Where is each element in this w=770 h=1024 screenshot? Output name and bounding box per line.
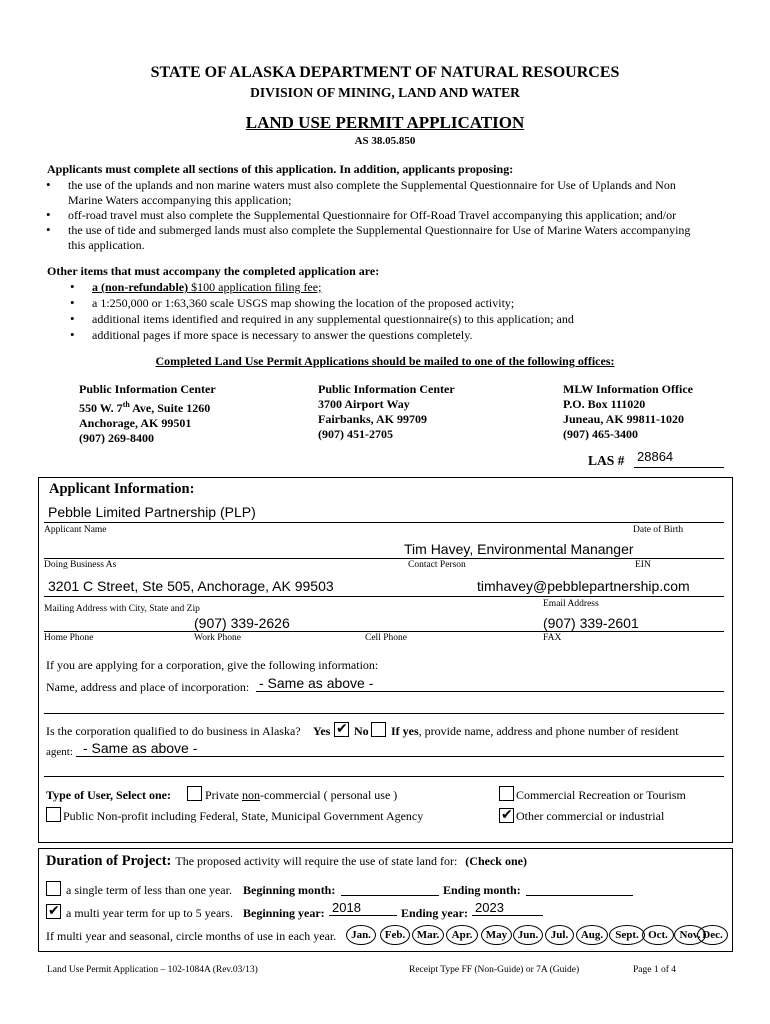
applicant-name-label: Applicant Name: [44, 525, 107, 535]
office-street: 550 W. 7th Ave, Suite 1260: [79, 400, 211, 415]
rule: [44, 522, 724, 523]
rule: [44, 596, 724, 597]
fax-label: FAX: [543, 633, 562, 643]
cell-phone-label: Cell Phone: [365, 633, 407, 643]
end-month-field[interactable]: [526, 895, 633, 896]
email-field[interactable]: timhavey@pebblepartnership.com: [477, 578, 690, 594]
fax-field[interactable]: (907) 339-2601: [543, 615, 639, 631]
office-street: P.O. Box 111020: [563, 397, 646, 411]
begin-year-label: Beginning year:: [243, 906, 325, 920]
office-street: 3700 Airport Way: [318, 397, 410, 411]
contact-person-label: Contact Person: [408, 560, 466, 570]
duration-subtitle: The proposed activity will require the use of state land for:: [175, 854, 458, 868]
office-phone: (907) 451-2705: [318, 427, 393, 441]
office-phone: (907) 269-8400: [79, 431, 154, 445]
bullet-icon: •: [46, 222, 51, 237]
office-city: Anchorage, AK 99501: [79, 416, 192, 430]
intro-bullet-3-cont: this application.: [68, 238, 145, 252]
intro-bullet-1: the use of the uplands and non marine waters must also complete the Supplemental Questionnaire for Use of Uplands and Non: [68, 178, 676, 192]
yes-label: Yes: [313, 724, 331, 738]
intro-heading: Applicants must complete all sections of this application. In addition, applicants proposing:: [47, 162, 514, 176]
rule: [44, 713, 724, 714]
office-name: Public Information Center: [79, 382, 216, 396]
month-jan[interactable]: Jan.: [346, 925, 376, 945]
agent-field[interactable]: - Same as above -: [83, 740, 198, 756]
commercial-rec-checkbox[interactable]: [499, 786, 514, 801]
division-title: DIVISION OF MINING, LAND AND WATER: [250, 85, 520, 100]
private-checkbox[interactable]: [187, 786, 202, 801]
email-label: Email Address: [543, 599, 599, 609]
bullet-icon: •: [70, 327, 75, 342]
mail-notice: Completed Land Use Permit Applications should be mailed to one of the following offices:: [155, 354, 615, 368]
begin-year-field[interactable]: 2018: [332, 900, 361, 915]
office-juneau: [563, 382, 693, 442]
checkmark-icon: ✔: [501, 807, 513, 823]
rule: [472, 915, 543, 916]
corp-name-label: Name, address and place of incorporation:: [46, 680, 250, 694]
office-name: MLW Information Office: [563, 382, 693, 396]
rule: [44, 776, 724, 777]
bullet-icon: •: [70, 311, 75, 326]
footer-form-id: Land Use Permit Application – 102-1084A (Rev.03/13): [47, 965, 258, 975]
ein-label: EIN: [635, 560, 651, 570]
no-checkbox[interactable]: [371, 722, 386, 737]
home-phone-label: Home Phone: [44, 633, 94, 643]
office-city: Fairbanks, AK 99709: [318, 412, 428, 426]
public-nonprofit-label: Public Non-profit including Federal, State, Municipal Government Agency: [63, 809, 424, 823]
corp-name-field[interactable]: - Same as above -: [259, 675, 374, 691]
seasonal-label: If multi year and seasonal, circle months of use in each year.: [46, 929, 337, 943]
begin-month-label: Beginning month:: [243, 883, 336, 897]
additional-pages-item: additional pages if more space is necessary to answer the questions completely.: [92, 328, 473, 342]
bullet-icon: •: [70, 279, 75, 294]
rule: [44, 558, 724, 559]
begin-month-field[interactable]: [341, 895, 439, 896]
multi-year-checkbox[interactable]: [46, 904, 61, 919]
duration-heading: [46, 852, 527, 870]
rule: [256, 691, 724, 692]
month-aug[interactable]: Aug.: [576, 925, 608, 945]
yes-checkbox[interactable]: [334, 722, 349, 737]
office-city: Juneau, AK 99811-1020: [563, 412, 685, 426]
agency-title: STATE OF ALASKA DEPARTMENT OF NATURAL RESOURCES: [150, 64, 620, 81]
dob-label: Date of Birth: [633, 525, 684, 535]
commercial-rec-label: Commercial Recreation or Tourism: [516, 788, 686, 802]
qualified-question: Is the corporation qualified to do business in Alaska?: [46, 724, 301, 738]
user-type-label: Type of User, Select one:: [46, 788, 171, 802]
las-field[interactable]: 28864: [637, 449, 674, 464]
end-month-label: Ending month:: [443, 883, 521, 897]
if-yes-instruction: If yes, provide name, address and phone number of resident: [391, 724, 679, 738]
bullet-icon: •: [70, 295, 75, 310]
rule: [76, 756, 724, 757]
single-term-label: a single term of less than one year.: [66, 883, 232, 897]
agent-label: agent:: [46, 746, 73, 758]
form-title: LAND USE PERMIT APPLICATION: [245, 113, 525, 132]
las-label: LAS #: [588, 453, 625, 468]
applicant-section-title: Applicant Information:: [49, 481, 195, 497]
checkmark-icon: ✔: [336, 721, 348, 737]
end-year-label: Ending year:: [401, 906, 469, 920]
month-apr[interactable]: Apr.: [446, 925, 478, 945]
office-phone: (907) 465-3400: [563, 427, 638, 441]
statute: AS 38.05.850: [354, 135, 416, 147]
month-jul[interactable]: Jul.: [545, 925, 574, 945]
single-term-checkbox[interactable]: [46, 881, 61, 896]
other-items-heading: Other items that must accompany the completed application are:: [47, 264, 380, 278]
month-sept[interactable]: Sept.: [609, 925, 645, 945]
contact-person-field[interactable]: Tim Havey, Environmental Mananger: [404, 541, 634, 557]
las-line: [634, 467, 724, 468]
mailing-address-field[interactable]: 3201 C Street, Ste 505, Anchorage, AK 99503: [48, 578, 334, 594]
month-dec[interactable]: Dec.: [697, 925, 728, 945]
duration-title: Duration of Project:: [46, 853, 172, 869]
check-one-label: (Check one): [465, 854, 527, 868]
multi-year-label: a multi year term for up to 5 years.: [66, 906, 233, 920]
month-may[interactable]: May: [481, 925, 512, 945]
month-jun[interactable]: Jun.: [513, 925, 543, 945]
corporation-intro: If you are applying for a corporation, give the following information:: [46, 658, 379, 672]
checkmark-icon: ✔: [48, 903, 60, 919]
end-year-field[interactable]: 2023: [475, 900, 504, 915]
rule: [44, 631, 724, 632]
map-item: a 1:250,000 or 1:63,360 scale USGS map showing the location of the proposed activity;: [92, 296, 515, 310]
fee-bold: a (non-refundable): [92, 280, 189, 294]
work-phone-label: Work Phone: [194, 633, 241, 643]
supplemental-item: additional items identified and required in any supplemental questionnaire(s) to this application; and: [92, 312, 574, 326]
office-fairbanks: [318, 382, 455, 442]
intro-bullet-2: off-road travel must also complete the Supplemental Questionnaire for Off-Road Travel accompanying this application; and/or: [68, 208, 677, 222]
public-nonprofit-checkbox[interactable]: [46, 807, 61, 822]
private-label: Private non-commercial ( personal use ): [205, 788, 398, 802]
month-oct[interactable]: Oct.: [642, 925, 674, 945]
bullet-icon: •: [46, 207, 51, 222]
month-nov[interactable]: Nov.: [674, 925, 706, 945]
footer-page-number: Page 1 of 4: [633, 965, 677, 975]
month-mar[interactable]: Mar.: [412, 925, 444, 945]
office-name: Public Information Center: [318, 382, 455, 396]
fee-rest: $100 application filing fee;: [191, 280, 322, 294]
month-feb[interactable]: Feb.: [380, 925, 410, 945]
fee-item: [92, 280, 321, 295]
work-phone-field[interactable]: (907) 339-2626: [194, 615, 290, 631]
dba-label: Doing Business As: [44, 560, 117, 570]
applicant-name-field[interactable]: Pebble Limited Partnership (PLP): [48, 504, 256, 520]
footer-receipt-type: Receipt Type FF (Non-Guide) or 7A (Guide): [409, 965, 580, 975]
intro-bullet-1-cont: Marine Waters accompanying this application;: [68, 193, 292, 207]
no-label: No: [354, 724, 369, 738]
office-anchorage: [79, 382, 216, 446]
bullet-icon: •: [46, 177, 51, 192]
other-commercial-checkbox[interactable]: [499, 808, 514, 823]
rule: [329, 915, 397, 916]
intro-bullet-3: the use of tide and submerged lands must also complete the Supplemental Questionnaire for Use of Marine Waters accompanying: [68, 223, 691, 237]
other-commercial-label: Other commercial or industrial: [516, 809, 665, 823]
mailing-address-label: Mailing Address with City, State and Zip: [44, 604, 200, 614]
